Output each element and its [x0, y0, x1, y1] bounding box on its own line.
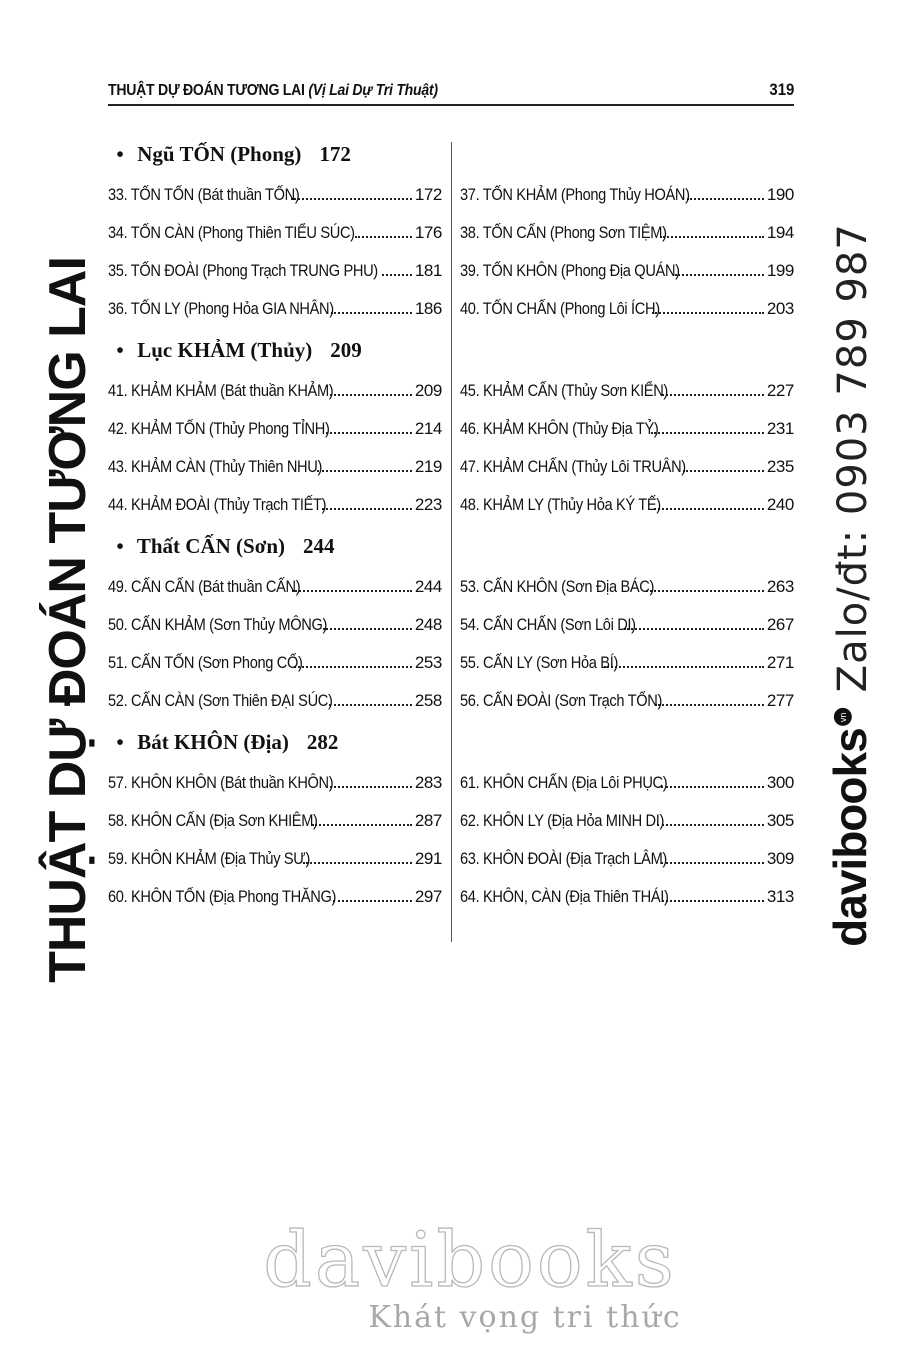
- leader-dots: [661, 786, 764, 788]
- entry-page: 235: [766, 457, 794, 476]
- entry-label: 58. KHÔN CẤN (Địa Sơn KHIÊM): [108, 811, 318, 830]
- entry-page: 244: [414, 577, 442, 596]
- toc-entry: [460, 457, 794, 477]
- bullet: •: [116, 534, 124, 558]
- entry-label: 54. CẤN CHẤN (Sơn Lôi DI): [460, 615, 636, 634]
- entry-page: 190: [766, 185, 794, 204]
- toc-row: [108, 214, 798, 252]
- toc-entry: [460, 615, 794, 635]
- entry-page: 223: [414, 495, 442, 514]
- entry-label: 52. CẤN CÀN (Sơn Thiên ĐẠI SÚC): [108, 691, 333, 710]
- leader-dots: [326, 432, 412, 434]
- toc-row: [108, 252, 798, 290]
- section-page: 282: [306, 730, 339, 754]
- leader-dots: [604, 666, 764, 668]
- entry-page: 203: [766, 299, 794, 318]
- toc-entry: [460, 811, 794, 831]
- toc-entry: [460, 577, 794, 597]
- contact-phone: Zalo/đt: 0903 789 987: [830, 223, 876, 693]
- entry-label: 57. KHÔN KHÔN (Bát thuần KHÔN): [108, 773, 334, 792]
- entry-label: 33. TỐN TỐN (Bát thuần TỐN): [108, 185, 300, 204]
- entry-page: 313: [766, 887, 794, 906]
- toc-row: [108, 764, 798, 802]
- watermark: [0, 1215, 900, 1335]
- running-head-title: [108, 82, 438, 104]
- watermark-name: davibooks: [263, 1215, 677, 1304]
- leader-dots: [624, 628, 764, 630]
- leader-dots: [355, 236, 412, 238]
- section-title: [108, 328, 798, 372]
- entry-page: 186: [414, 299, 442, 318]
- entry-label: 40. TỐN CHẤN (Phong Lôi ÍCH): [460, 299, 660, 318]
- toc-entry: [460, 887, 794, 907]
- leader-dots: [312, 824, 412, 826]
- leader-dots: [662, 394, 764, 396]
- toc-row: [108, 290, 798, 328]
- leader-dots: [660, 236, 764, 238]
- entry-page: 240: [766, 495, 794, 514]
- toc-entry: [108, 615, 442, 635]
- leader-dots: [317, 470, 412, 472]
- leader-dots: [333, 900, 412, 902]
- section-name: Thất CẤN (Sơn): [136, 534, 286, 558]
- toc-row: [108, 448, 798, 486]
- entry-page: 181: [414, 261, 442, 280]
- entry-label: 64. KHÔN, CÀN (Địa Thiên THÁI): [460, 887, 669, 906]
- entry-label: 36. TỐN LY (Phong Hỏa GIA NHÂN): [108, 299, 334, 318]
- toc-entry: [460, 261, 794, 281]
- toc-row: [108, 878, 798, 916]
- toc-row: [108, 410, 798, 448]
- entry-page: 271: [766, 653, 794, 672]
- entry-label: 59. KHÔN KHẢM (Địa Thủy SƯ): [108, 849, 310, 868]
- toc-entry: [460, 419, 794, 439]
- watermark-slogan: Khát vọng tri thức: [368, 1300, 682, 1335]
- entry-page: 227: [766, 381, 794, 400]
- toc-row: [108, 372, 798, 410]
- entry-label: 42. KHẢM TỐN (Thủy Phong TỈNH): [108, 419, 330, 438]
- toc-entry: [108, 849, 442, 869]
- entry-page: 291: [414, 849, 442, 868]
- section-name: Bát KHÔN (Địa): [137, 730, 289, 754]
- toc-entry: [108, 773, 442, 793]
- entry-label: 56. CẤN ĐOÀI (Sơn Trạch TỔN): [460, 691, 662, 710]
- entry-label: 47. KHẢM CHẤN (Thủy Lôi TRUÂN): [460, 457, 686, 476]
- bullet: •: [116, 338, 124, 362]
- entry-label: 61. KHÔN CHẤN (Địa Lôi PHỤC): [460, 773, 668, 792]
- entry-label: 60. KHÔN TỐN (Địa Phong THĂNG): [108, 887, 337, 906]
- toc-entry: [460, 185, 794, 205]
- toc-row: [108, 644, 798, 682]
- section-title: [108, 132, 798, 176]
- entry-label: 46. KHẢM KHÔN (Thủy Địa TỶ): [460, 419, 659, 438]
- leader-dots: [330, 786, 412, 788]
- publisher-contact: [810, 223, 890, 947]
- entry-label: 63. KHÔN ĐOÀI (Địa Trạch LÂM): [460, 849, 667, 868]
- entry-label: 62. KHÔN LY (Địa Hỏa MINH DI): [460, 811, 664, 830]
- entry-page: 219: [414, 457, 442, 476]
- toc-row: [108, 176, 798, 214]
- leader-dots: [329, 704, 412, 706]
- entry-page: 309: [766, 849, 794, 868]
- entry-page: 209: [414, 381, 442, 400]
- leader-dots: [662, 900, 763, 902]
- entry-label: 53. CẤN KHÔN (Sơn Địa BÁC): [460, 577, 655, 596]
- toc-entry: [460, 495, 794, 515]
- bullet: •: [116, 730, 124, 754]
- book-title: THUẬT DỰ ĐOÁN TƯƠNG LAI: [108, 82, 305, 99]
- section-page: 244: [303, 534, 335, 558]
- leader-dots: [303, 862, 412, 864]
- toc-entry: [108, 457, 442, 477]
- entry-page: 283: [414, 773, 442, 792]
- entry-label: 50. CẤN KHẢM (Sơn Thủy MÔNG): [108, 615, 328, 634]
- toc-row: [108, 802, 798, 840]
- leader-dots: [652, 312, 764, 314]
- toc-entry: [108, 653, 442, 673]
- entry-label: 51. CẤN TỐN (Sơn Phong CỔ): [108, 653, 303, 672]
- toc-entry: [460, 849, 794, 869]
- toc-entry: [108, 887, 442, 907]
- entry-page: 231: [766, 419, 794, 438]
- toc-entry: [108, 261, 442, 281]
- entry-page: 305: [766, 811, 794, 830]
- entry-label: 41. KHẢM KHẢM (Bát thuần KHẢM): [108, 381, 334, 400]
- entry-label: 43. KHẢM CÀN (Thủy Thiên NHU): [108, 457, 322, 476]
- entry-page: 214: [414, 419, 442, 438]
- entry-label: 55. CẤN LY (Sơn Hỏa BÍ): [460, 653, 618, 672]
- entry-page: 263: [766, 577, 794, 596]
- entry-page: 267: [766, 615, 794, 634]
- entry-page: 194: [766, 223, 794, 242]
- leader-dots: [331, 312, 412, 314]
- entry-page: 248: [414, 615, 442, 634]
- running-header: [108, 74, 794, 106]
- table-of-contents: [108, 132, 798, 916]
- toc-entry: [460, 773, 794, 793]
- section-page: 172: [319, 142, 351, 166]
- toc-entry: [108, 381, 442, 401]
- entry-page: 277: [766, 691, 794, 710]
- entry-label: 34. TỐN CÀN (Phong Thiên TIỂU SÚC): [108, 223, 355, 242]
- entry-label: 48. KHẢM LY (Thủy Hỏa KÝ TẾ): [460, 495, 661, 514]
- entry-label: 45. KHẢM CẤN (Thủy Sơn KIỂN): [460, 381, 668, 400]
- leader-dots: [646, 590, 764, 592]
- leader-dots: [661, 862, 764, 864]
- entry-label: 49. CẤN CẤN (Bát thuần CẤN): [108, 577, 301, 596]
- toc-entry: [108, 419, 442, 439]
- entry-page: 253: [414, 653, 442, 672]
- toc-entry: [460, 381, 794, 401]
- entry-page: 258: [414, 691, 442, 710]
- bullet: •: [116, 142, 124, 166]
- toc-row: [108, 840, 798, 878]
- leader-dots: [294, 666, 412, 668]
- leader-dots: [382, 274, 412, 276]
- page-number: 319: [769, 80, 794, 99]
- leader-dots: [651, 432, 764, 434]
- vn-badge-icon: vn: [834, 708, 852, 726]
- toc-entry: [108, 299, 442, 319]
- leader-dots: [654, 508, 764, 510]
- section-page: 209: [330, 338, 362, 362]
- toc-entry: [460, 299, 794, 319]
- book-subtitle: (Vị Lai Dự Tri Thuật): [308, 82, 438, 99]
- leader-dots: [291, 198, 412, 200]
- toc-entry: [108, 811, 442, 831]
- leader-dots: [655, 704, 764, 706]
- entry-label: 39. TỐN KHÔN (Phong Địa QUÁN): [460, 261, 680, 280]
- entry-page: 199: [766, 261, 794, 280]
- entry-page: 176: [414, 223, 442, 242]
- side-book-title: [28, 257, 108, 983]
- toc-row: [108, 486, 798, 524]
- entry-page: 300: [766, 773, 794, 792]
- leader-dots: [675, 274, 763, 276]
- toc-row: [108, 682, 798, 720]
- entry-label: 38. TỐN CẤN (Phong Sơn TIỆM): [460, 223, 667, 242]
- entry-page: 297: [414, 887, 442, 906]
- toc-entry: [108, 577, 442, 597]
- leader-dots: [323, 628, 412, 630]
- section-title: [108, 720, 798, 764]
- leader-dots: [687, 198, 764, 200]
- leader-dots: [322, 508, 412, 510]
- toc-entry: [108, 691, 442, 711]
- entry-page: 172: [414, 185, 442, 204]
- entry-label: 35. TỐN ĐOÀI (Phong Trạch TRUNG PHU): [108, 261, 378, 280]
- section-name: Lục KHẢM (Thủy): [137, 338, 313, 362]
- leader-dots: [657, 824, 764, 826]
- toc-entry: [108, 495, 442, 515]
- toc-entry: [460, 691, 794, 711]
- side-title-text: THUẬT DỰ ĐOÁN TƯƠNG LAI: [39, 257, 98, 983]
- entry-label: 44. KHẢM ĐOÀI (Thủy Trạch TIẾT): [108, 495, 327, 514]
- toc-entry: [108, 223, 442, 243]
- section-name: Ngũ TỐN (Phong): [137, 142, 302, 166]
- toc-entry: [460, 223, 794, 243]
- entry-label: 37. TỐN KHẢM (Phong Thủy HOÁN): [460, 185, 690, 204]
- entry-page: 287: [414, 811, 442, 830]
- davibooks-logo: davibooks: [824, 728, 876, 947]
- section-title: [108, 524, 798, 568]
- toc-entry: [108, 185, 442, 205]
- toc-row: [108, 606, 798, 644]
- leader-dots: [330, 394, 412, 396]
- toc-row: [108, 568, 798, 606]
- leader-dots: [683, 470, 764, 472]
- leader-dots: [292, 590, 412, 592]
- toc-entry: [460, 653, 794, 673]
